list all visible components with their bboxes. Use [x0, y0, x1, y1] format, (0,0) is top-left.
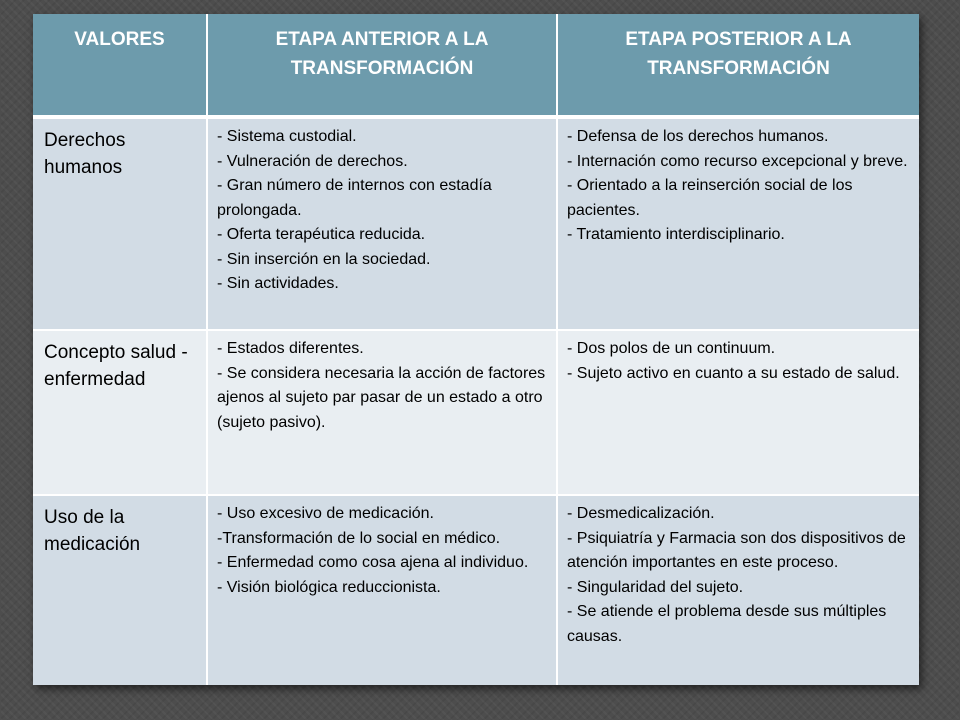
list-item: - Gran número de internos con estadía prolongada.: [217, 177, 492, 219]
list-item: - Oferta terapéutica reducida.: [217, 226, 426, 243]
list-item: - Estados diferentes.: [217, 340, 364, 357]
header-etapa-anterior: ETAPA ANTERIOR A LA TRANSFORMACIÓN: [207, 14, 557, 117]
list-item: - Enfermedad como cosa ajena al individuo.: [217, 554, 529, 571]
list-item: - Visión biológica reduccionista.: [217, 578, 441, 596]
row-value-derechos-humanos: Derechos humanos: [33, 117, 207, 330]
list-item: - Se atiende el problema desde sus múltiples causas.: [567, 603, 887, 645]
row-value-concepto-salud: Concepto salud - enfermedad: [33, 330, 207, 495]
list-item: - Singularidad del sujeto.: [567, 578, 744, 596]
table-row: [33, 330, 919, 495]
header-valores: VALORES: [33, 14, 207, 117]
list-item: - Dos polos de un continuum.: [567, 340, 776, 357]
cell-after-concepto-salud: [557, 330, 919, 495]
list-item: - Orientado a la reinserción social de los pacientes.: [567, 177, 853, 219]
list-item: - Sistema custodial.: [217, 128, 357, 145]
list-item: - Vulneración de derechos.: [217, 152, 408, 170]
list-item: - Psiquiatría y Farmacia son dos dispositivos de atención importantes en este proceso.: [567, 529, 906, 571]
cell-before-concepto-salud: [207, 330, 557, 495]
cell-after-uso-medicacion: [557, 495, 919, 685]
table-row: [33, 117, 919, 330]
comparison-table: [33, 14, 919, 685]
list-item: - Se considera necesaria la acción de factores ajenos al sujeto par pasar de un estado a otro (sujeto pasivo).: [217, 364, 546, 431]
list-item: - Internación como recurso excepcional y breve.: [567, 152, 908, 170]
list-item: - Sin inserción en la sociedad.: [217, 250, 431, 268]
list-item: - Tratamiento interdisciplinario.: [567, 226, 785, 243]
cell-after-derechos-humanos: [557, 117, 919, 330]
header-etapa-posterior: ETAPA POSTERIOR A LA TRANSFORMACIÓN: [557, 14, 919, 117]
list-item: - Uso excesivo de medicación.: [217, 505, 434, 522]
list-item: - Defensa de los derechos humanos.: [567, 128, 829, 145]
header-row: [33, 14, 919, 117]
list-item: - Desmedicalización.: [567, 505, 715, 522]
list-item: - Sin actividades.: [217, 275, 339, 292]
row-value-uso-medicacion: Uso de la medicación: [33, 495, 207, 685]
list-item: - Sujeto activo en cuanto a su estado de salud.: [567, 364, 900, 382]
list-item: -Transformación de lo social en médico.: [217, 529, 501, 547]
cell-before-uso-medicacion: [207, 495, 557, 685]
table-row: [33, 495, 919, 685]
cell-before-derechos-humanos: [207, 117, 557, 330]
